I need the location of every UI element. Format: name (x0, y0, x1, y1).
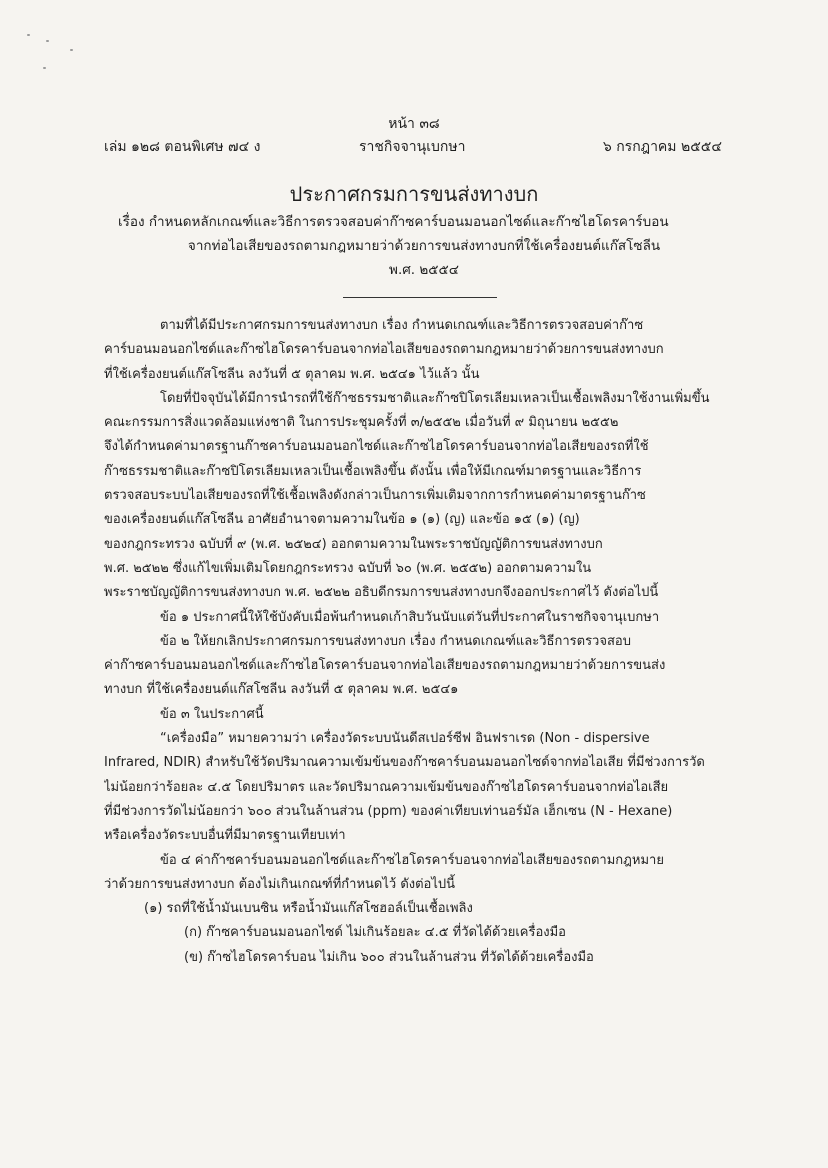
scan-speck (46, 40, 49, 42)
page-number: หน้า ๓๘ (388, 116, 440, 132)
clause-line: ข้อ ๑ ประกาศนี้ให้ใช้บังคับเมื่อพ้นกำหนดเก้าสิบวันนับแต่วันที่ประกาศในราชกิจจานุเบกษา (160, 609, 660, 625)
clause-line: ข้อ ๒ ให้ยกเลิกประกาศกรมการขนส่งทางบก เรื่อง กำหนดเกณฑ์และวิธีการตรวจสอบ (160, 633, 631, 649)
body-line: ของกฎกระทรวง ฉบับที่ ๙ (พ.ศ. ๒๕๒๔) ออกตามความในพระราชบัญญัติการขนส่งทางบก (104, 536, 603, 552)
subject-year: พ.ศ. ๒๕๕๔ (389, 262, 459, 278)
body-line: ก๊าซธรรมชาติและก๊าซปิโตรเลียมเหลวเป็นเชื้อเพลิงขึ้น ดังนั้น เพื่อให้มีเกณฑ์มาตรฐานและวิธีการ (104, 463, 642, 479)
body-line: พระราชบัญญัติการขนส่งทางบก พ.ศ. ๒๕๒๒ อธิบดีกรมการขนส่งทางบกจึงออกประกาศไว้ ดังต่อไปนี้ (104, 585, 659, 601)
subject-line: จากท่อไอเสียของรถตามกฎหมายว่าด้วยการขนส่งทางบกที่ใช้เครื่องยนต์แก๊สโซลีน (187, 238, 661, 254)
body-line: ที่มีช่วงการวัดไม่น้อยกว่า ๖๐๐ ส่วนในล้านส่วน (ppm) ของค่าเทียบเท่านอร์มัล เฮ็กเซน (N - Hexane) (104, 803, 673, 819)
body-line: ที่ใช้เครื่องยนต์แก๊สโซลีน ลงวันที่ ๕ ตุลาคม พ.ศ. ๒๕๔๑ ไว้แล้ว นั้น (104, 366, 480, 382)
clause-line: ข้อ ๔ ค่าก๊าซคาร์บอนมอนอกไซด์และก๊าซไฮโดรคาร์บอนจากท่อไอเสียของรถตามกฎหมาย (160, 852, 664, 868)
body-line: หรือเครื่องวัดระบบอื่นที่มีมาตรฐานเทียบเท่า (104, 828, 346, 844)
body-line: ของเครื่องยนต์แก๊สโซลีน อาศัยอำนาจตามความในข้อ ๑ (๑) (ญ) และข้อ ๑๕ (๑) (ญ) (104, 512, 580, 528)
body-line: คณะกรรมการสิ่งแวดล้อมแห่งชาติ ในการประชุมครั้งที่ ๓/๒๕๕๒ เมื่อวันที่ ๙ มิถุนายน ๒๕๕๒ (104, 415, 619, 431)
body-line: พ.ศ. ๒๕๒๒ ซึ่งแก้ไขเพิ่มเติมโดยกฎกระทรวง ฉบับที่ ๖๐ (พ.ศ. ๒๕๕๒) ออกตามความใน (104, 560, 592, 576)
scan-speck (27, 34, 30, 36)
body-line: ไม่น้อยกว่าร้อยละ ๔.๕ โดยปริมาตร และวัดปริมาณความเข้มข้นของก๊าซไฮโดรคาร์บอนจากท่อไอเสีย (104, 779, 669, 795)
volume-info: เล่ม ๑๒๘ ตอนพิเศษ ๗๔ ง (104, 139, 261, 155)
body-line: ว่าด้วยการขนส่งทางบก ต้องไม่เกินเกณฑ์ที่กำหนดไว้ ดังต่อไปนี้ (104, 876, 456, 892)
publication-date: ๖ กรกฎาคม ๒๕๕๔ (602, 139, 722, 155)
clause-line: ข้อ ๓ ในประกาศนี้ (160, 706, 264, 722)
body-line: โดยที่ปัจจุบันได้มีการนำรถที่ใช้ก๊าซธรรมชาติและก๊าซปิโตรเลียมเหลวเป็นเชื้อเพลิงมาใช้งานเพิ่มขึ้น (160, 390, 710, 406)
subject-line: เรื่อง กำหนดหลักเกณฑ์และวิธีการตรวจสอบค่าก๊าซคาร์บอนมอนอกไซด์และก๊าซไฮโดรคาร์บอน (118, 214, 669, 230)
definition-line: “เครื่องมือ” หมายความว่า เครื่องวัดระบบนันดีสเปอร์ซีฟ อินฟราเรด (Non - dispersive (160, 731, 650, 747)
body-line: ตรวจสอบระบบไอเสียของรถที่ใช้เชื้อเพลิงดังกล่าวเป็นการเพิ่มเติมจากการกำหนดค่ามาตรฐานก๊าซ (104, 488, 646, 504)
sub-item-line: (ข) ก๊าซไฮโดรคาร์บอน ไม่เกิน ๖๐๐ ส่วนในล้านส่วน ที่วัดได้ด้วยเครื่องมือ (184, 949, 594, 965)
gazette-name: ราชกิจจานุเบกษา (359, 139, 466, 155)
scan-speck (43, 67, 46, 69)
body-line: จึงได้กำหนดค่ามาตรฐานก๊าซคาร์บอนมอนอกไซด์และก๊าซไฮโดรคาร์บอนจากท่อไอเสียของรถที่ใช้ (104, 439, 649, 455)
scan-speck (70, 49, 73, 51)
body-line: ทางบก ที่ใช้เครื่องยนต์แก๊สโซลีน ลงวันที่ ๕ ตุลาคม พ.ศ. ๒๕๔๑ (104, 682, 459, 698)
announcement-title: ประกาศกรมการขนส่งทางบก (289, 182, 539, 206)
announcement-subject (118, 210, 730, 282)
title-divider (343, 297, 497, 298)
announcement-body (104, 314, 722, 970)
body-line: คาร์บอนมอนอกไซด์และก๊าซไฮโดรคาร์บอนจากท่อไอเสียของรถตามกฎหมายว่าด้วยการขนส่งทางบก (104, 342, 664, 358)
body-line: ตามที่ได้มีประกาศกรมการขนส่งทางบก เรื่อง กำหนดเกณฑ์และวิธีการตรวจสอบค่าก๊าซ (160, 318, 644, 333)
sub-item-line: (ก) ก๊าซคาร์บอนมอนอกไซด์ ไม่เกินร้อยละ ๔.๕ ที่วัดได้ด้วยเครื่องมือ (184, 925, 566, 941)
body-line: Infrared, NDIR) สำหรับใช้วัดปริมาณความเข้มข้นของก๊าซคาร์บอนมอนอกไซด์จากท่อไอเสีย ที่มีช่วงการวัด (104, 755, 705, 771)
sub-item-line: (๑) รถที่ใช้น้ำมันเบนซิน หรือน้ำมันแก๊สโซฮอล์เป็นเชื้อเพลิง (144, 901, 473, 917)
body-line: ค่าก๊าซคาร์บอนมอนอกไซด์และก๊าซไฮโดรคาร์บอนจากท่อไอเสียของรถตามกฎหมายว่าด้วยการขนส่ง (104, 658, 666, 674)
